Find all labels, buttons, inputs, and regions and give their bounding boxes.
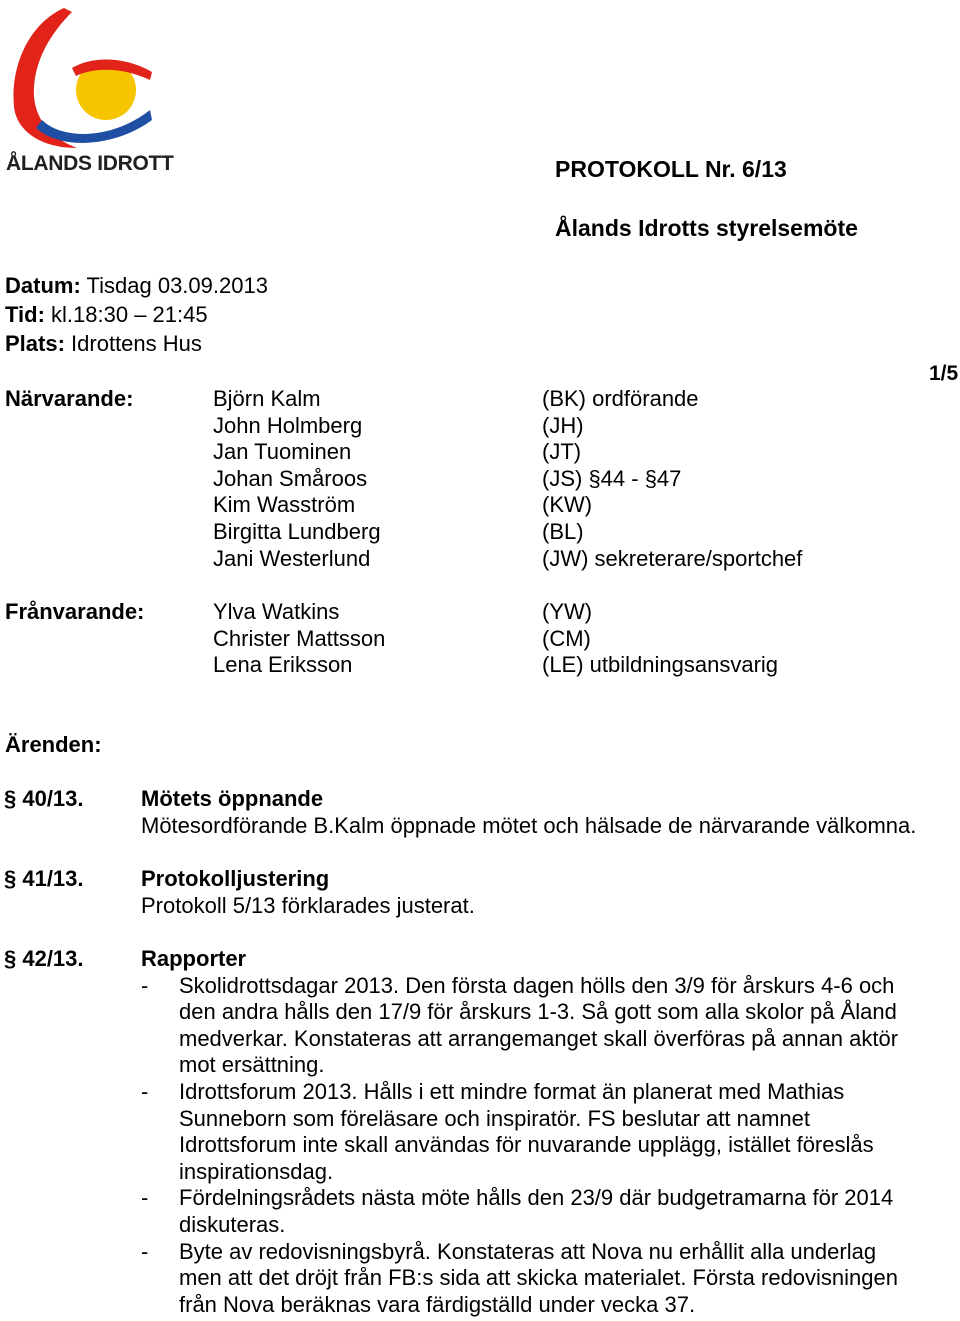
- bullet-dash: -: [141, 1079, 149, 1104]
- page-number: 1/5: [929, 362, 959, 385]
- bullet-dash: -: [141, 1185, 149, 1211]
- section-title: Rapporter: [141, 946, 247, 971]
- bullet-dash: -: [141, 972, 149, 998]
- present-label: Närvarande:: [5, 386, 134, 411]
- time-value: kl.18:30 – 21:45: [51, 302, 208, 327]
- bullet-line: Idrottsforum 2013. Hålls i ett mindre format än planerat med Mathias: [179, 1079, 845, 1104]
- present-role: (BK) ordförande: [542, 386, 699, 411]
- bullet-line: från Nova beräknas vara färdigställd under vecka 37.: [179, 1291, 696, 1317]
- document-title: PROTOKOLL Nr. 6/13: [555, 156, 787, 182]
- section-number: § 40/13.: [4, 786, 84, 811]
- absent-role: (LE) utbildningsansvarig: [542, 652, 779, 678]
- present-role: (BL): [542, 519, 584, 544]
- bullet-line: medverkar. Konstateras att arrangemanget skall överföras på annan aktör: [179, 1025, 899, 1051]
- section-number: § 42/13.: [4, 946, 84, 971]
- present-name: Kim Wasström: [213, 492, 356, 518]
- time-label: Tid:: [5, 302, 45, 327]
- place-row: [5, 331, 202, 357]
- absent-name: Ylva Watkins: [213, 599, 340, 624]
- bullet-line: Byte av redovisningsbyrå. Konstateras att Nova nu erhållit alla underlag: [179, 1238, 877, 1264]
- present-name: Birgitta Lundberg: [213, 519, 381, 544]
- agenda-label: Ärenden:: [5, 732, 102, 757]
- logo-text: ÅLANDS IDROTT: [6, 152, 174, 175]
- absent-name: Christer Mattsson: [213, 625, 386, 651]
- absent-role: (YW): [542, 599, 593, 624]
- section-body: Protokoll 5/13 förklarades justerat.: [141, 892, 475, 918]
- bullet-line: diskuteras.: [179, 1212, 286, 1237]
- bullet-line: Skolidrottsdagar 2013. Den första dagen hölls den 3/9 för årskurs 4-6 och: [179, 972, 895, 998]
- bullet-line: Fördelningsrådets nästa möte hålls den 23/9 där budgetramarna för 2014: [179, 1185, 894, 1211]
- place-label: Plats:: [5, 331, 65, 356]
- present-name: Johan Småroos: [213, 465, 368, 491]
- present-role: (JS) §44 - §47: [542, 465, 682, 491]
- place-value: Idrottens Hus: [71, 331, 202, 356]
- section-title: Protokolljustering: [141, 866, 330, 891]
- bullet-line: den andra hålls den 17/9 för årskurs 1-3. Så gott som alla skolor på Åland: [179, 999, 897, 1025]
- bullet-line: men att det dröjt från FB:s sida att skicka materialet. Första redovisningen: [179, 1265, 898, 1291]
- present-role: (KW): [542, 492, 593, 518]
- present-name: John Holmberg: [213, 412, 363, 438]
- section-body: Mötesordförande B.Kalm öppnade mötet och hälsade de närvarande välkomna.: [141, 812, 917, 838]
- logo-emblem-icon: [2, 2, 168, 152]
- present-name: Björn Kalm: [213, 386, 321, 411]
- alands-idrott-logo: [2, 2, 174, 178]
- bullet-line: Sunneborn som föreläsare och inspiratör. FS beslutar att namnet: [179, 1105, 811, 1131]
- section-number: § 41/13.: [4, 866, 84, 891]
- absent-role: (CM): [542, 625, 591, 651]
- present-name: Jani Westerlund: [213, 545, 371, 571]
- time-row: [5, 302, 208, 328]
- bullet-dash: -: [141, 1238, 149, 1264]
- date-label: Datum:: [5, 273, 81, 298]
- bullet-line: inspirationsdag.: [179, 1158, 334, 1184]
- present-role: (JT): [542, 439, 582, 465]
- present-name: Jan Tuominen: [213, 439, 352, 465]
- absent-name: Lena Eriksson: [213, 652, 353, 678]
- present-role: (JH): [542, 412, 584, 438]
- bullet-line: Idrottsforum inte skall användas för nuvarande upplägg, istället föreslås: [179, 1132, 874, 1158]
- absent-label: Frånvarande:: [5, 599, 145, 624]
- date-row: [5, 273, 268, 299]
- document-subtitle: Ålands Idrotts styrelsemöte: [555, 215, 858, 241]
- date-value: Tisdag 03.09.2013: [86, 273, 268, 298]
- section-title: Mötets öppnande: [141, 786, 324, 811]
- bullet-line: mot ersättning.: [179, 1052, 325, 1078]
- present-role: (JW) sekreterare/sportchef: [542, 545, 803, 571]
